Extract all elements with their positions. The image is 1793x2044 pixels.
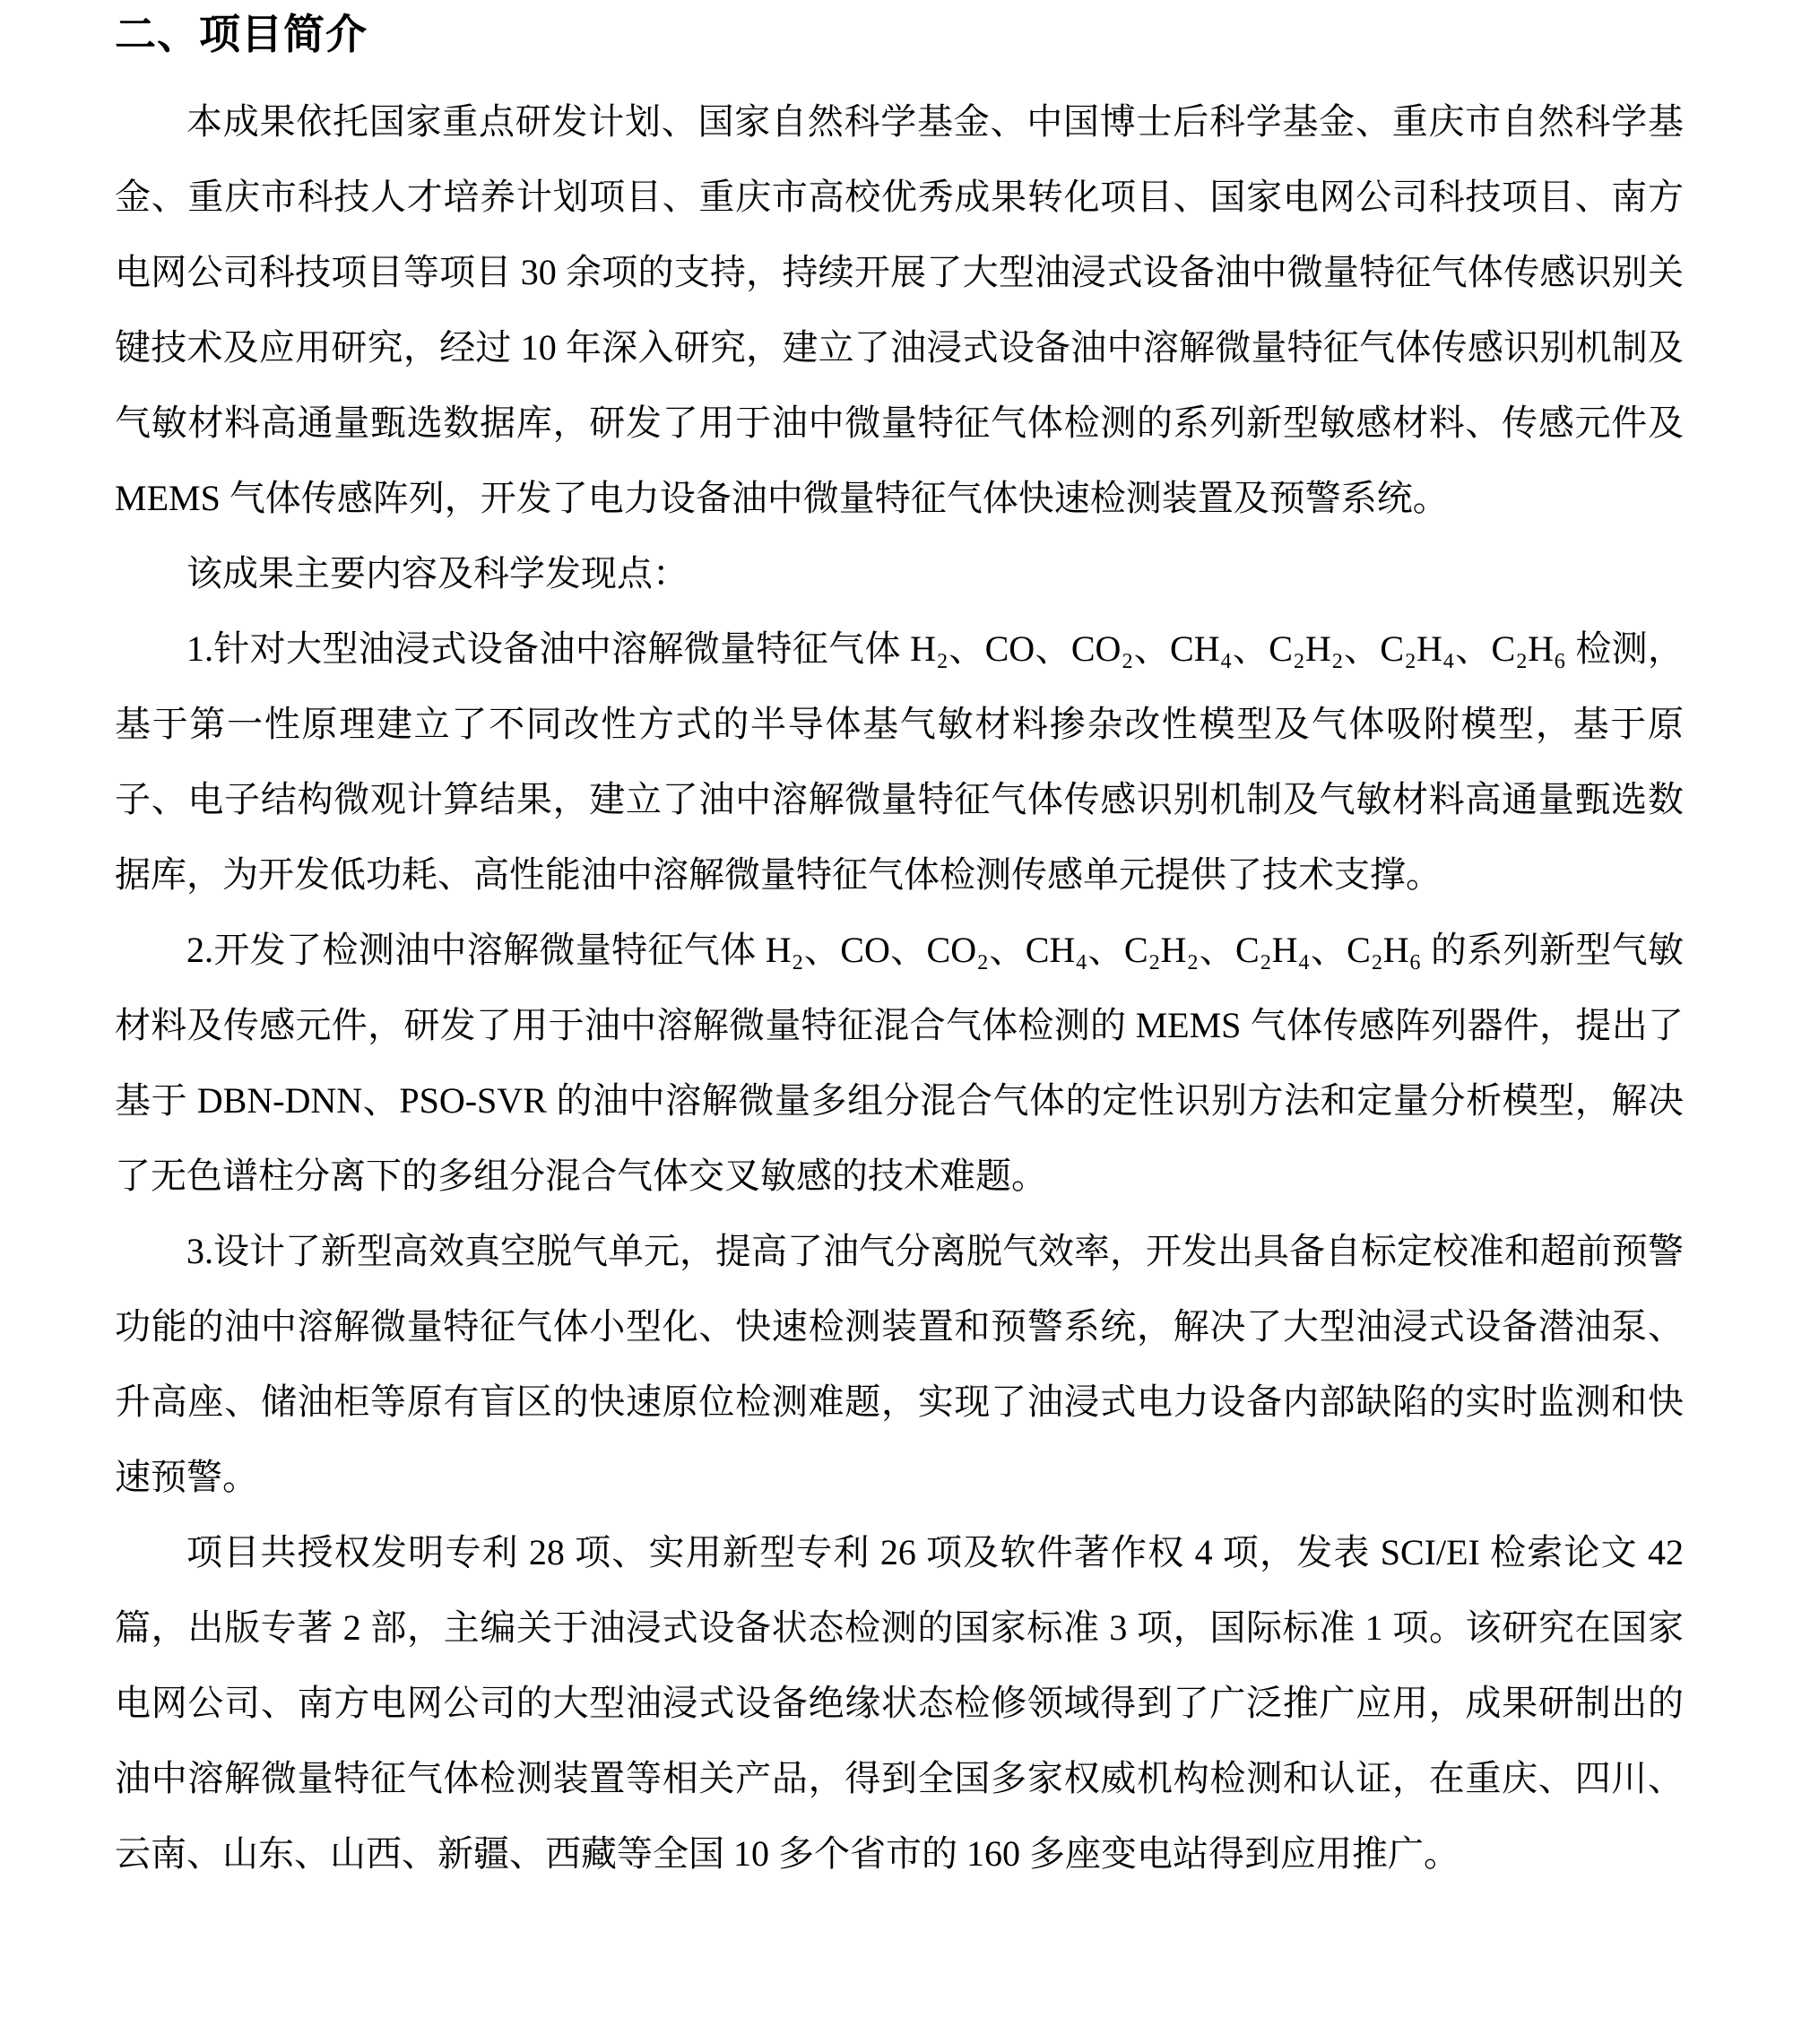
intro-paragraph: 本成果依托国家重点研发计划、国家自然科学基金、中国博士后科学基金、重庆市自然科学基金、重庆市科技人才培养计划项目、重庆市高校优秀成果转化项目、国家电网公司科技项目、南方电网公司科技项目等项目 30 余项的支持，持续开展了大型油浸式设备油中微量特征气体传感识别关键技术及应用研究，经过 10 年深入研究，建立了油浸式设备油中溶解微量特征气体传感识别机制及气敏材料高通量甄选数据库，研发了用于油中微量特征气体检测的系列新型敏感材料、传感元件及 MEMS 气体传感阵列，开发了电力设备油中微量特征气体快速检测装置及预警系统。 — [115, 101, 1684, 518]
section-title: 二、项目简介 — [115, 12, 368, 57]
finding-point-2-paragraph: 2.开发了检测油中溶解微量特征气体 H₂、CO、CO₂、CH₄、C₂H₂、C₂H₄、C₂H₆ 的系列新型气敏材料及传感元件，研发了用于油中溶解微量特征混合气体检测的 MEMS 气体传感阵列器件，提出了基于 DBN-DNN、PSO-SVR 的油中溶解微量多组分混合气体的定性识别方法和定量分析模型，解决了无色谱柱分离下的多组分混合气体交叉敏感的技术难题。 — [115, 930, 1684, 1196]
achievements-paragraph: 项目共授权发明专利 28 项、实用新型专利 26 项及软件著作权 4 项，发表 SCI/EI 检索论文 42 篇，出版专著 2 部，主编关于油浸式设备状态检测的国家标准 3 项，国际标准 1 项。该研究在国家电网公司、南方电网公司的大型油浸式设备绝缘状态检修领域得到了广泛推广应用，成果研制出的油中溶解微量特征气体检测装置等相关产品，得到全国多家权威机构检测和认证，在重庆、四川、云南、山东、山西、新疆、西藏等全国 10 多个省市的 160 多座变电站得到应用推广。 — [115, 1532, 1684, 1874]
finding-point-1-paragraph: 1.针对大型油浸式设备油中溶解微量特征气体 H₂、CO、CO₂、CH₄、C₂H₂、C₂H₄、C₂H₆ 检测，基于第一性原理建立了不同改性方式的半导体基气敏材料掺杂改性模型及气体吸附模型，基于原子、电子结构微观计算结果，建立了油中溶解微量特征气体传感识别机制及气敏材料高通量甄选数据库，为开发低功耗、高性能油中溶解微量特征气体检测传感单元提供了技术支撑。 — [115, 628, 1684, 895]
content-lead-paragraph: 该成果主要内容及科学发现点： — [186, 553, 689, 593]
finding-point-3-paragraph: 3.设计了新型高效真空脱气单元，提高了油气分离脱气效率，开发出具备自标定校准和超前预警功能的油中溶解微量特征气体小型化、快速检测装置和预警系统，解决了大型油浸式设备潜油泵、升高座、储油柜等原有盲区的快速原位检测难题，实现了油浸式电力设备内部缺陷的实时监测和快速预警。 — [115, 1231, 1684, 1497]
